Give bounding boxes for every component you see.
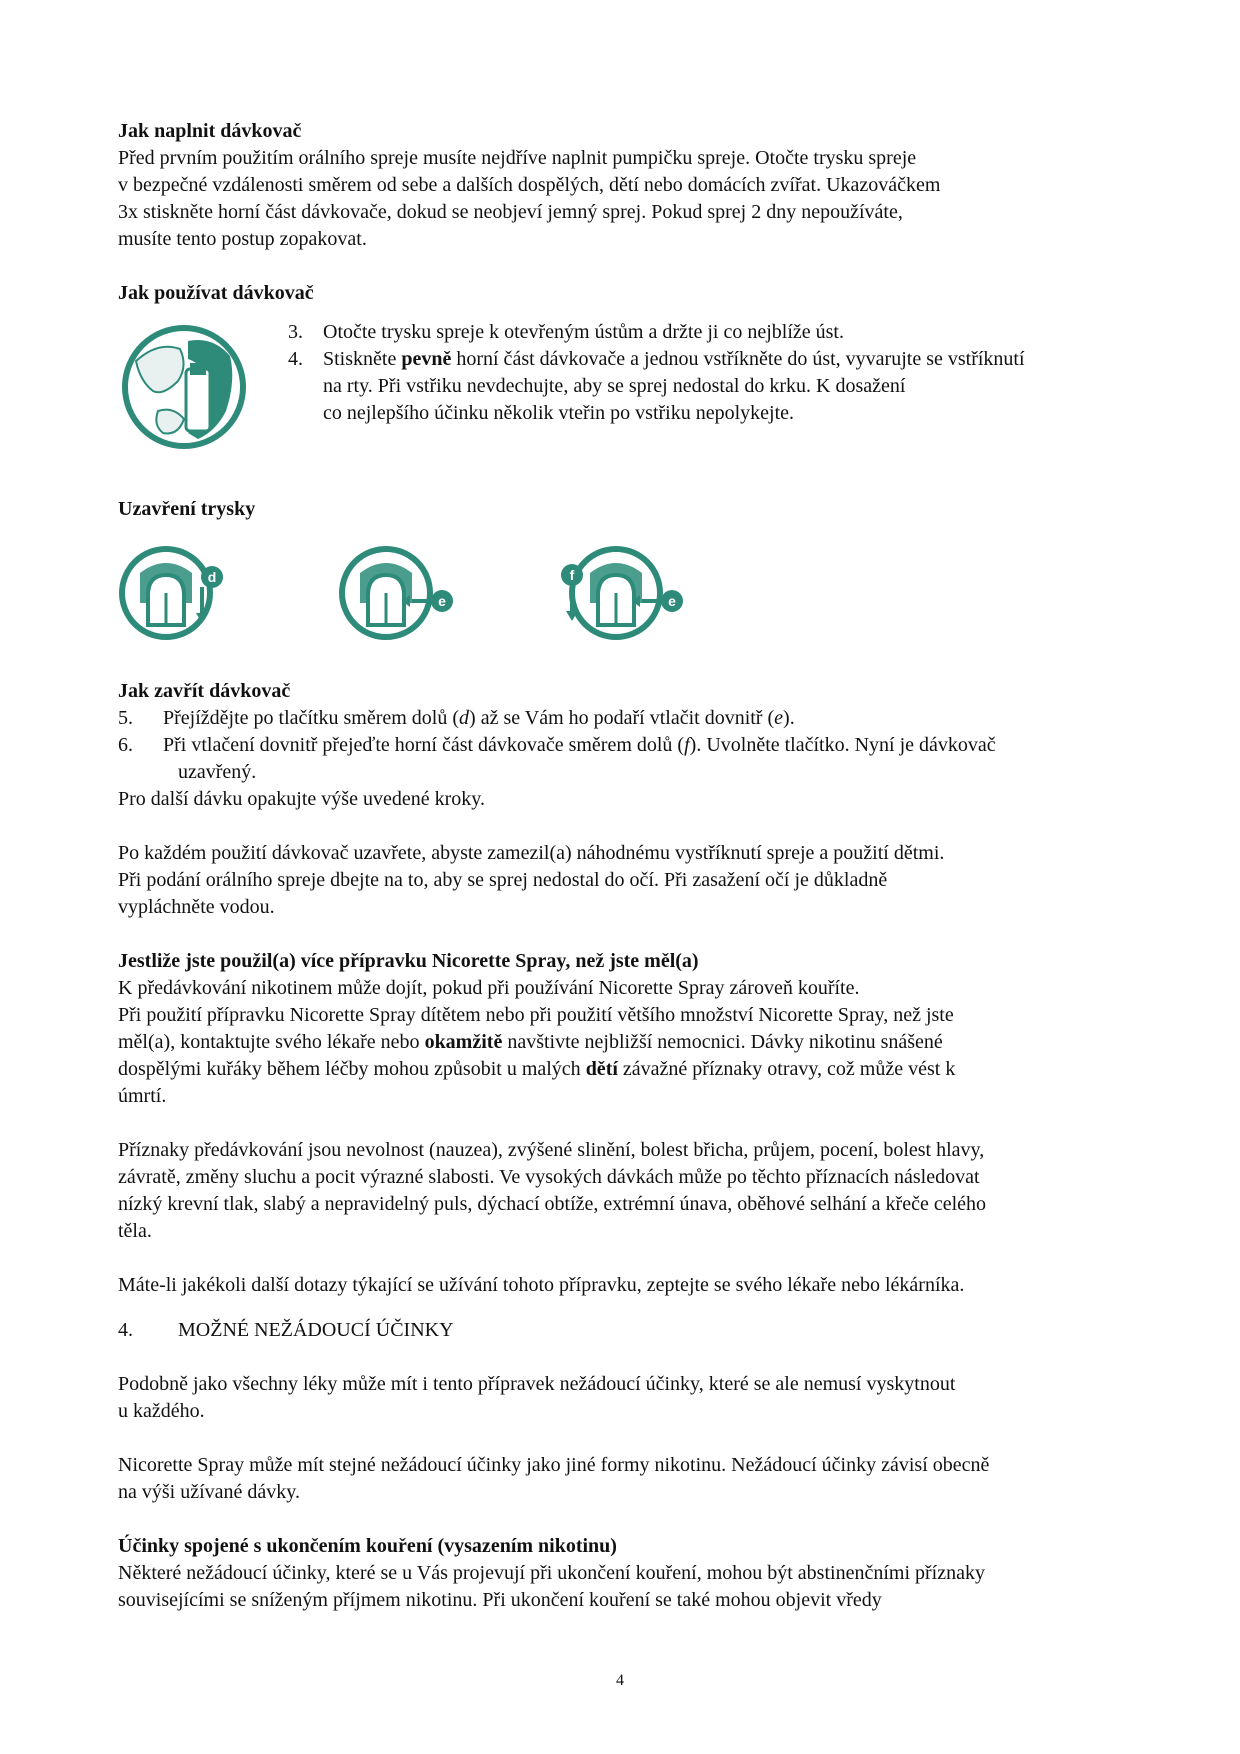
icon-letter: e <box>438 593 446 609</box>
list-number: 4. <box>288 348 303 370</box>
paragraph-line: nízký krevní tlak, slabý a nepravidelný puls, dýchací obtíže, extrémní únava, oběhové selhání a křeče celého <box>118 1193 987 1215</box>
italic-letter: d <box>459 707 470 729</box>
list-text <box>163 732 1138 759</box>
close-step-d-icon <box>118 543 338 658</box>
emphasis: pevně <box>401 348 452 370</box>
document-page <box>118 118 1138 1614</box>
list-continuation: uzavřený. <box>178 761 257 783</box>
icon-letter: d <box>207 569 217 585</box>
paragraph-line: Příznaky předávkování jsou nevolnost (nauzea), zvýšené slinění, bolest břicha, průjem, pocení, bolest hlavy, <box>118 1139 985 1161</box>
text-span: Při vtlačení dovnitř přejeďte horní část dávkovače směrem dolů ( <box>163 734 685 756</box>
paragraph-line: vypláchněte vodou. <box>118 896 275 918</box>
close-step-e-icon <box>338 543 558 658</box>
paragraph-line: závratě, změny sluchu a pocit výrazné slabosti. Ve vysokých dávkách může po těchto příznacích následovat <box>118 1166 980 1188</box>
list-continuation: co nejlepšího účinku několik vteřin po vstřiku nepolykejte. <box>323 402 795 424</box>
paragraph-line: Při použití přípravku Nicorette Spray dítětem nebo při použití většího množství Nicorette Spray, než jste <box>118 1004 954 1026</box>
emphasis: dětí <box>585 1058 618 1080</box>
paragraph-line: Podobně jako všechny léky může mít i tento přípravek nežádoucí účinky, které se ale nemusí vyskytnout <box>118 1373 956 1395</box>
paragraph-line: těla. <box>118 1220 152 1242</box>
list-number: 6. <box>118 734 133 756</box>
list-item <box>118 705 1138 732</box>
page-number: 4 <box>616 1672 624 1689</box>
text-span: ). Uvolněte tlačítko. Nyní je dávkovač <box>689 734 996 756</box>
paragraph-line: souvisejícími se sníženým příjmem nikotinu. Při ukončení kouření se také mohou objevit vředy <box>118 1589 882 1611</box>
emphasis: okamžitě <box>424 1031 503 1053</box>
paragraph-line: Máte-li jakékoli další dotazy týkající se užívání tohoto přípravku, zeptejte se svého lékaře nebo lékárníka. <box>118 1274 965 1296</box>
list-text <box>323 346 1138 373</box>
paragraph-line: v bezpečné vzdálenosti směrem od sebe a dalších dospělých, dětí nebo domácích zvířat. Ukazováčkem <box>118 174 941 196</box>
paragraph-line: u každého. <box>118 1400 205 1422</box>
icon-letter: e <box>668 593 676 609</box>
close-step-fe-icon <box>558 543 778 658</box>
paragraph-line: Před prvním použitím orálního spreje musíte nejdříve naplnit pumpičku spreje. Otočte trysku spreje <box>118 147 917 169</box>
section-heading-fill: Jak naplnit dávkovač <box>118 120 302 142</box>
text-span: Stiskněte <box>323 348 402 370</box>
section-heading-close: Jak zavřít dávkovač <box>118 680 291 702</box>
spray-into-mouth-icon <box>118 321 258 451</box>
paragraph-line: Pro další dávku opakujte výše uvedené kroky. <box>118 788 485 810</box>
chapter-number: 4. <box>118 1319 133 1341</box>
section-heading-overdose: Jestliže jste použil(a) více přípravku Nicorette Spray, než jste měl(a) <box>118 950 699 972</box>
list-item <box>118 732 1138 759</box>
list-item <box>288 319 1138 346</box>
italic-letter: e <box>774 707 784 729</box>
chapter-heading <box>118 1317 1138 1344</box>
paragraph-line <box>118 1029 1138 1056</box>
list-text <box>163 705 1138 732</box>
paragraph-line: na výši užívané dávky. <box>118 1481 300 1503</box>
nozzle-icons-row <box>118 543 1138 658</box>
italic-letter: f <box>684 734 690 756</box>
paragraph-line: K předávkování nikotinem může dojít, pokud při používání Nicorette Spray zároveň kouříte. <box>118 977 860 999</box>
text-span: závažné příznaky otravy, což může vést k <box>617 1058 956 1080</box>
text-span: ) až se Vám ho podaří vtlačit dovnitř ( <box>469 707 775 729</box>
paragraph-line: Po každém použití dávkovač uzavřete, abyste zamezil(a) náhodnému vystříknutí spreje a použití dětmi. <box>118 842 945 864</box>
text-span: dospělými kuřáky během léčby mohou způsobit u malých <box>118 1058 586 1080</box>
text-span: Přejíždějte po tlačítku směrem dolů ( <box>163 707 460 729</box>
list-number: 5. <box>118 707 133 729</box>
section-heading-use: Jak používat dávkovač <box>118 282 314 304</box>
text-span: horní část dávkovače a jednou vstříkněte do úst, vyvarujte se vstříknutí <box>451 348 1025 370</box>
paragraph-line: Při podání orálního spreje dbejte na to, aby se sprej nedostal do očí. Při zasažení očí je důkladně <box>118 869 888 891</box>
text-span: ). <box>783 707 795 729</box>
paragraph-line: 3x stiskněte horní část dávkovače, dokud se neobjeví jemný sprej. Pokud sprej 2 dny nepoužíváte, <box>118 201 903 223</box>
list-item <box>288 346 1138 373</box>
list-text: Otočte trysku spreje k otevřeným ústům a držte ji co nejblíže úst. <box>323 321 844 343</box>
list-number: 3. <box>288 321 303 343</box>
text-span: navštivte nejbližší nemocnici. Dávky nikotinu snášené <box>502 1031 943 1053</box>
paragraph-line <box>118 1056 1138 1083</box>
section-heading-withdrawal: Účinky spojené s ukončením kouření (vysazením nikotinu) <box>118 1535 617 1557</box>
section-heading-nozzle: Uzavření trysky <box>118 498 256 520</box>
chapter-title: MOŽNÉ NEŽÁDOUCÍ ÚČINKY <box>178 1319 454 1341</box>
list-continuation: na rty. Při vstřiku nevdechujte, aby se sprej nedostal do krku. K dosažení <box>323 375 906 397</box>
icon-letter: f <box>569 567 575 583</box>
text-span: měl(a), kontaktujte svého lékaře nebo <box>118 1031 425 1053</box>
paragraph-line: Některé nežádoucí účinky, které se u Vás projevují při ukončení kouření, mohou být abstinenčními příznaky <box>118 1562 985 1584</box>
paragraph-line: musíte tento postup zopakovat. <box>118 228 367 250</box>
paragraph-line: úmrtí. <box>118 1085 167 1107</box>
paragraph-line: Nicorette Spray může mít stejné nežádoucí účinky jako jiné formy nikotinu. Nežádoucí účinky závisí obecně <box>118 1454 990 1476</box>
